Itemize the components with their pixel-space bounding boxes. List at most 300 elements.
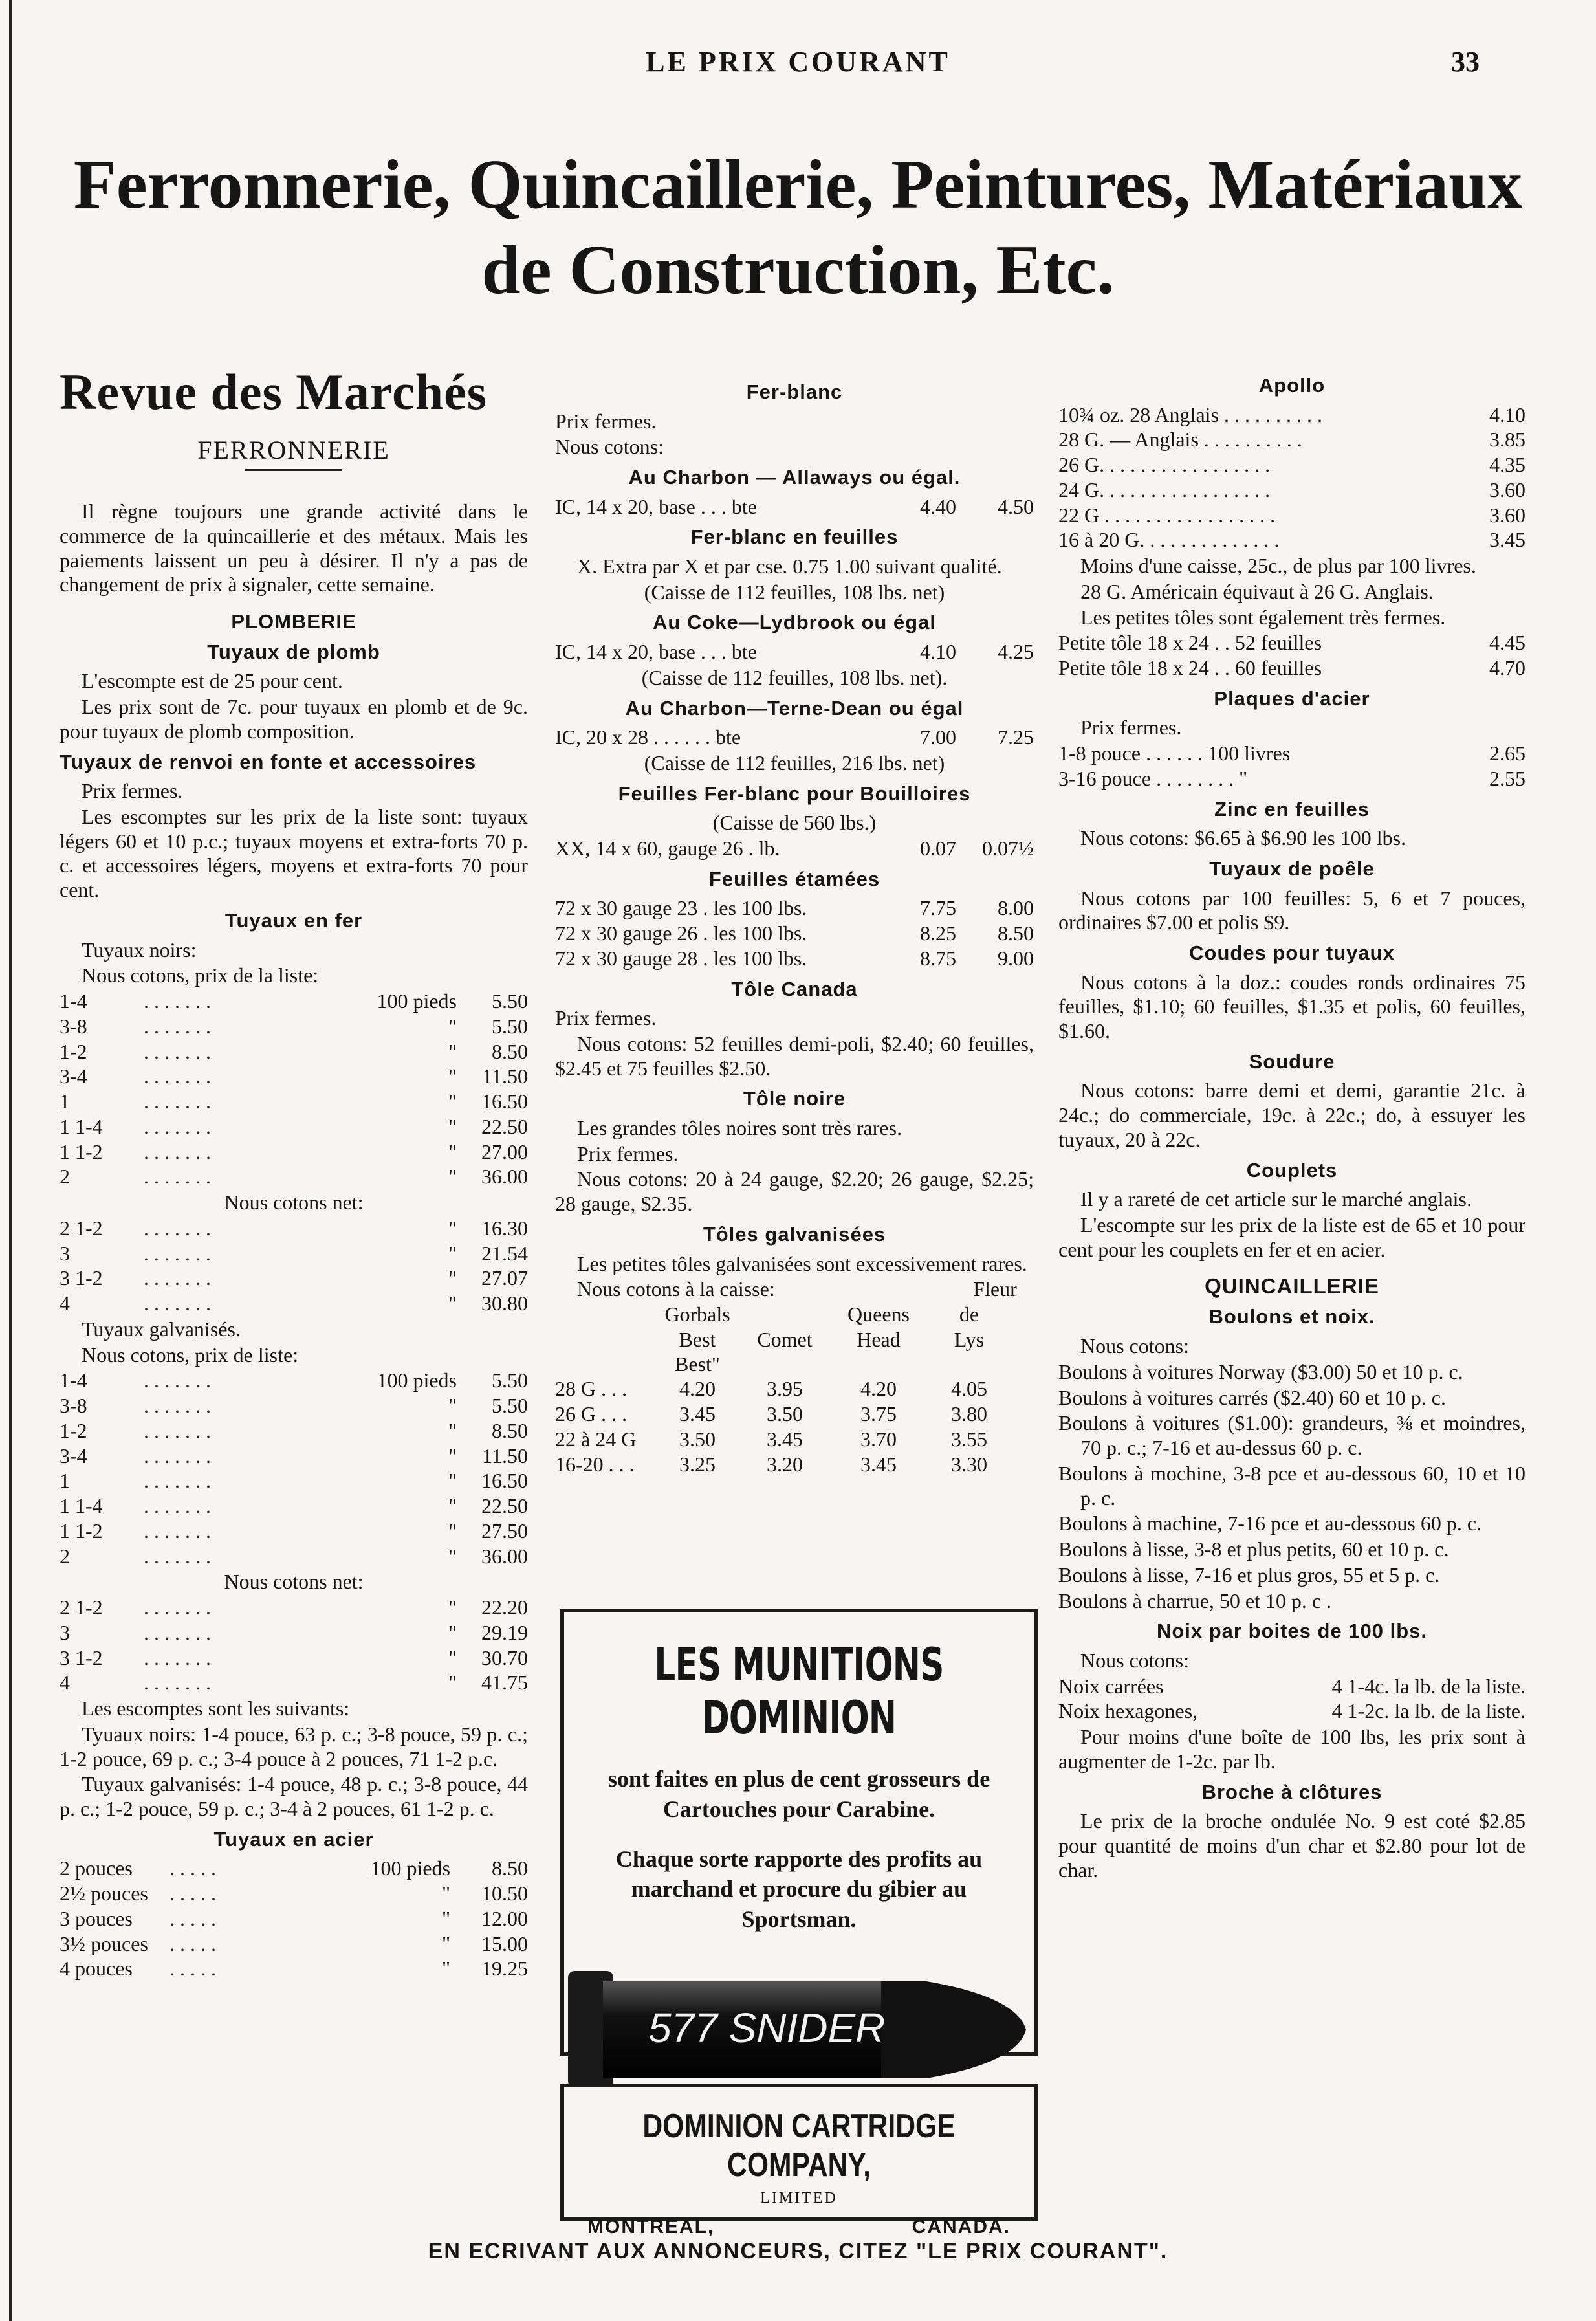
- company-name: DOMINION CARTRIDGE COMPANY,: [642, 2107, 956, 2184]
- price-row: [60, 1494, 528, 1519]
- price-row: [1058, 478, 1525, 503]
- paragraph: Pour moins d'une boîte de 100 lbs, les prix sont à augmenter de 1-2c. par lb.: [1058, 1725, 1525, 1773]
- pipe-size: 1: [60, 1469, 70, 1493]
- paragraph: (Caisse de 112 feuilles, 216 lbs. net): [644, 751, 945, 775]
- price-row: [1058, 528, 1525, 553]
- price-row: [555, 921, 1034, 946]
- pipe-size: 2 1-2: [60, 1596, 103, 1620]
- cartridge-label: 577 SNIDER: [648, 2004, 886, 2051]
- paragraph: (Caisse de 112 feuilles, 108 lbs. net): [644, 580, 945, 604]
- heading-quincaillerie: QUINCAILLERIE: [1205, 1273, 1379, 1298]
- steel-size: 3 pouces: [60, 1906, 133, 1930]
- table-cell: 4.20: [679, 1377, 716, 1401]
- ad-title: LES MUNITIONS DOMINION: [654, 1638, 944, 1744]
- pipe-price: 5.50: [492, 1014, 528, 1038]
- pipe-price: 27.00: [481, 1139, 528, 1163]
- pipe-price: 22.50: [481, 1114, 528, 1138]
- heading-tuyaux-fer: Tuyaux en fer: [224, 908, 363, 932]
- price-row: [60, 1140, 528, 1165]
- heading: Fer-blanc en feuilles: [690, 525, 899, 549]
- pipe-unit: ": [448, 1620, 457, 1644]
- price-row: [1058, 631, 1525, 655]
- price-row: [555, 1427, 1034, 1452]
- ad-text: sont faites en plus de cent grosseurs de Cartouches pour Carabine.: [607, 1766, 990, 1822]
- pipe-size: 3-8: [60, 1014, 87, 1038]
- row-label: 1-8 pouce . . . . . . 100 livres: [1058, 742, 1291, 765]
- heading-toles-galv: Tôles galvanisées: [703, 1222, 886, 1246]
- pipe-unit: ": [448, 1544, 457, 1568]
- paragraph: Les petites tôles galvanisées sont excessivement rares.: [577, 1251, 1027, 1275]
- pipe-price: 16.30: [481, 1216, 528, 1240]
- pipe-unit: 100 pieds: [377, 989, 457, 1013]
- paragraph: Nous cotons par 100 feuilles: 5, 6 et 7 pouces, ordinaires $7.00 et polis $9.: [1058, 886, 1525, 934]
- price-table-galv: [60, 1369, 528, 1568]
- leader-dots: . . . . .: [169, 1856, 216, 1880]
- price-row: [60, 1394, 528, 1418]
- row-price: 8.00: [998, 896, 1034, 920]
- pipe-size: 3-4: [60, 1064, 87, 1088]
- price-row: [60, 1469, 528, 1493]
- pipe-price: 27.50: [481, 1519, 528, 1543]
- list-item: Boulons à mochine, 3-8 pce et au-dessous 60, 10 et 10 p. c.: [1058, 1461, 1525, 1510]
- intro-paragraph: Il règne toujours une grande activité dans le commerce de la quincaillerie et des métaux. Mais les paiements laissent un peu à désirer. Il n'y a pas de changement de prix à signaler, cette semaine.: [60, 500, 528, 597]
- pipe-unit: ": [448, 1394, 457, 1418]
- table-cell: 3.95: [767, 1377, 803, 1401]
- heading-apollo: Apollo: [1258, 374, 1326, 397]
- footer-notice: EN ECRIVANT AUX ANNONCEURS, CITEZ "LE PRIX COURANT".: [428, 2239, 1168, 2263]
- row-price: 7.75: [920, 896, 956, 920]
- pipe-unit: ": [448, 1241, 457, 1265]
- pipe-unit: ": [448, 1064, 457, 1088]
- column-left: [60, 349, 528, 1982]
- price-row: [1058, 1675, 1525, 1699]
- heading-ferronnerie: FERRONNERIE: [197, 435, 390, 465]
- row-label: 72 x 30 gauge 28 . les 100 lbs.: [555, 946, 807, 970]
- cartridge-bullet: [881, 1981, 1026, 2078]
- column-right: [1058, 360, 1525, 1884]
- heading-couplets: Couplets: [1246, 1158, 1338, 1182]
- page-title-line1: Ferronnerie, Quincaillerie, Peintures, Matériaux: [73, 146, 1523, 223]
- list-item: Boulons à machine, 7-16 pce et au-dessous 60 p. c.: [1058, 1512, 1482, 1535]
- price-row: [1058, 656, 1525, 681]
- row-price: 8.50: [998, 921, 1034, 945]
- leader-dots: . . . . . . .: [144, 1469, 211, 1493]
- table-cell: 22 à 24 G: [555, 1427, 637, 1451]
- price-row: [60, 1090, 528, 1114]
- row-label: Noix carrées: [1058, 1674, 1164, 1698]
- table-cell: 3.45: [679, 1402, 716, 1426]
- pipe-price: 5.50: [492, 1369, 528, 1392]
- paragraph: (Caisse de 112 feuilles, 108 lbs. net).: [641, 665, 948, 689]
- row-label: Noix hexagones,: [1058, 1699, 1198, 1723]
- paragraph: Tyuaux noirs: 1-4 pouce, 63 p. c.; 3-8 pouce, 59 p. c.; 1-2 pouce, 69 p. c.; 3-4 pouce à 2 pouces, 71 1-2 p.c.: [60, 1722, 528, 1770]
- subheading: Tuyaux galvanisés.: [82, 1317, 241, 1341]
- ad-text: Chaque sorte rapporte des profits au marchand et procure du gibier au Sportsman.: [615, 1845, 983, 1933]
- heading: Feuilles Fer-blanc pour Bouilloires: [618, 782, 971, 805]
- pipe-size: 3: [60, 1241, 70, 1265]
- pipe-price: 36.00: [481, 1165, 528, 1189]
- steel-size: 2½ pouces: [60, 1882, 148, 1906]
- pipe-price: 16.50: [481, 1469, 528, 1493]
- leader-dots: . . . . . . .: [144, 1139, 211, 1163]
- leader-dots: . . . . . . .: [144, 1165, 211, 1189]
- price-row: [60, 1165, 528, 1189]
- pipe-size: 1 1-4: [60, 1494, 103, 1518]
- row-label: 24 G. . . . . . . . . . . . . . . . .: [1058, 478, 1271, 501]
- steel-price: 19.25: [481, 1957, 528, 1981]
- heading-boulons: Boulons et noix.: [1208, 1305, 1375, 1328]
- paragraph: Tuyaux galvanisés: 1-4 pouce, 48 p. c.; 3-8 pouce, 44 p. c.; 1-2 pouce, 59 p. c.; 3-4 à 2 pouces, 61 1-2 p. c.: [60, 1772, 528, 1821]
- company-limited: LIMITED: [760, 2190, 838, 2206]
- pipe-unit: ": [448, 1444, 457, 1468]
- leader-dots: . . . . . . .: [144, 1671, 211, 1695]
- pipe-size: 3: [60, 1620, 70, 1644]
- pipe-size: 4: [60, 1671, 70, 1695]
- list-item: Boulons à lisse, 7-16 et plus gros, 55 et 5 p. c.: [1058, 1563, 1440, 1587]
- pipe-unit: ": [448, 1494, 457, 1518]
- pipe-size: 4: [60, 1292, 70, 1315]
- price-row: [1058, 403, 1525, 428]
- price-table-etamees: [555, 896, 1034, 971]
- pipe-size: 1 1-2: [60, 1139, 103, 1163]
- table-cell: 3.80: [951, 1402, 987, 1426]
- price-row: [60, 1882, 528, 1906]
- row-price: 4.10: [1489, 402, 1525, 426]
- pipe-price: 22.20: [481, 1596, 528, 1620]
- page-edge-rule: [9, 0, 12, 2321]
- steel-size: 2 pouces: [60, 1856, 133, 1880]
- pipe-price: 36.00: [481, 1544, 528, 1568]
- leader-dots: . . . . . . .: [144, 989, 211, 1013]
- price-row: [60, 1545, 528, 1569]
- pipe-size: 1-4: [60, 1369, 87, 1392]
- subheading: Nous cotons net:: [224, 1191, 364, 1215]
- price-table-noix: [1058, 1675, 1525, 1724]
- paragraph: Prix fermes.: [1080, 716, 1182, 740]
- price-row: [555, 896, 1034, 921]
- list-item: Boulons à voitures Norway ($3.00) 50 et 10 p. c.: [1058, 1359, 1463, 1383]
- price-table-noirs-net: [60, 1216, 528, 1316]
- row-value: 4 1-2c. la lb. de la liste.: [1331, 1699, 1525, 1723]
- pipe-price: 8.50: [492, 1039, 528, 1063]
- pipe-price: 22.50: [481, 1494, 528, 1518]
- paragraph: Nous cotons: $6.65 à $6.90 les 100 lbs.: [1080, 826, 1406, 850]
- price-table-galv-net: [60, 1596, 528, 1695]
- price-row: [555, 1453, 1034, 1477]
- price-table-acier: [60, 1856, 528, 1981]
- pipe-unit: ": [448, 1014, 457, 1038]
- paragraph: Nous cotons:: [555, 435, 664, 459]
- paragraph: L'escompte sur les prix de la liste est de 65 et 10 pour cent pour les couplets en fer et en acier.: [1058, 1213, 1525, 1261]
- paragraph: L'escompte est de 25 pour cent.: [82, 669, 343, 693]
- price-table-toles-galv: [555, 1377, 1034, 1477]
- heading-noix: Noix par boites de 100 lbs.: [1156, 1620, 1428, 1643]
- heading: Au Coke—Lydbrook ou égal: [653, 611, 936, 634]
- table-cell: 3.75: [860, 1402, 897, 1426]
- leader-dots: . . . . . . .: [144, 1064, 211, 1088]
- price-row: [555, 1377, 1034, 1402]
- paragraph: Le prix de la broche ondulée No. 9 est coté $2.85 pour quantité de moins d'un char et $2.80 pour lot de char.: [1058, 1809, 1525, 1882]
- row-price: 9.00: [998, 946, 1034, 970]
- leader-dots: . . . . . . .: [144, 1039, 211, 1063]
- subheading: Tuyaux noirs:: [82, 938, 197, 962]
- pipe-size: 3 1-2: [60, 1266, 103, 1290]
- advertisement-company: [560, 2084, 1038, 2238]
- table-cell: 3.50: [679, 1427, 716, 1451]
- paragraph: Nous cotons:: [1080, 1334, 1189, 1358]
- paragraph: Nous cotons:: [1080, 1648, 1189, 1672]
- pipe-size: 3 1-2: [60, 1645, 103, 1669]
- pipe-price: 5.50: [492, 989, 528, 1013]
- pipe-unit: ": [448, 1139, 457, 1163]
- row-label: Petite tôle 18 x 24 . . 52 feuilles: [1058, 631, 1322, 655]
- heading-tole-noire: Tôle noire: [743, 1087, 846, 1110]
- table-cell: 3.20: [767, 1452, 803, 1476]
- table-cell: 4.05: [951, 1377, 987, 1401]
- steel-price: 8.50: [492, 1856, 528, 1880]
- price-row: [1058, 767, 1525, 791]
- price-row: [60, 1519, 528, 1544]
- pipe-unit: ": [448, 1039, 457, 1063]
- price-row: [60, 1856, 528, 1881]
- company-city: MONTREAL,: [587, 2216, 715, 2238]
- price-row: IC, 14 x 20, base . . . bte 4.10 4.25: [555, 640, 1034, 664]
- pipe-size: 1-2: [60, 1039, 87, 1063]
- price-row: [60, 1015, 528, 1039]
- advertisement-dominion: [560, 1609, 1038, 2056]
- price-row: XX, 14 x 60, gauge 26 . lb. 0.07 0.07½: [555, 836, 1034, 860]
- price-row: [555, 947, 1034, 971]
- pipe-size: 1-2: [60, 1418, 87, 1442]
- leader-dots: . . . . . . .: [144, 1444, 211, 1468]
- table-cell: 26 G . . .: [555, 1402, 628, 1426]
- steel-price: 12.00: [481, 1906, 528, 1930]
- column-middle: [555, 349, 1034, 1477]
- paragraph: Prix fermes.: [577, 1141, 679, 1165]
- row-price: 3.60: [1489, 503, 1525, 527]
- price-row: [60, 1596, 528, 1620]
- list-item: Boulons à charrue, 50 et 10 p. c .: [1058, 1589, 1332, 1612]
- leader-dots: . . . . . . .: [144, 1369, 211, 1392]
- leader-dots: . . . . . . .: [144, 1596, 211, 1620]
- price-table-plaques: [1058, 742, 1525, 791]
- running-head: LE PRIX COURANT: [646, 46, 950, 78]
- leader-dots: . . . . .: [169, 1931, 216, 1955]
- leader-dots: . . . . .: [169, 1957, 216, 1981]
- table-cell: 28 G . . .: [555, 1377, 628, 1401]
- table-cell: 4.20: [860, 1377, 897, 1401]
- steel-qty: ": [441, 1906, 450, 1930]
- row-value: 4 1-4c. la lb. de la liste.: [1331, 1674, 1525, 1698]
- paragraph: Moins d'une caisse, 25c., de plus par 100 livres.: [1080, 554, 1476, 578]
- heading-renvoi: Tuyaux de renvoi en fonte et accessoires: [60, 750, 477, 773]
- pipe-unit: ": [448, 1292, 457, 1315]
- heading-fer-blanc: Fer-blanc: [746, 380, 843, 403]
- price-row: IC, 14 x 20, base . . . bte 4.40 4.50: [555, 494, 1034, 518]
- pipe-size: 3-4: [60, 1444, 87, 1468]
- leader-dots: . . . . . . .: [144, 1394, 211, 1418]
- divider: [245, 469, 342, 471]
- pipe-unit: ": [448, 1645, 457, 1669]
- page-number: 33: [1451, 46, 1480, 78]
- steel-price: 15.00: [481, 1931, 528, 1955]
- steel-qty: 100 pieds: [370, 1856, 450, 1880]
- pipe-size: 3-8: [60, 1394, 87, 1418]
- price-row: [1058, 503, 1525, 528]
- price-row: [60, 1646, 528, 1671]
- row-price: 4.70: [1489, 656, 1525, 680]
- heading-tuyaux-plomb: Tuyaux de plomb: [207, 640, 380, 663]
- pipe-unit: ": [448, 1519, 457, 1543]
- paragraph: Les grandes tôles noires sont très rares.: [577, 1116, 902, 1139]
- pipe-price: 27.07: [481, 1266, 528, 1290]
- leader-dots: . . . . . . .: [144, 1292, 211, 1315]
- heading-plaques: Plaques d'acier: [1214, 687, 1370, 710]
- price-row: [60, 1040, 528, 1064]
- heading-soudure: Soudure: [1249, 1050, 1335, 1073]
- price-row: [60, 989, 528, 1014]
- row-price: 2.65: [1489, 742, 1525, 765]
- list-item: Boulons à voitures ($1.00): grandeurs, ⅜ et moindres, 70 p. c.; 7-16 et au-dessus 60 p. c.: [1058, 1411, 1525, 1460]
- table-cell: 3.50: [767, 1402, 803, 1426]
- list-boulons: [1058, 1360, 1525, 1614]
- heading-tole-canada: Tôle Canada: [731, 977, 858, 1000]
- leader-dots: . . . . . . .: [144, 1645, 211, 1669]
- row-label: Petite tôle 18 x 24 . . 60 feuilles: [1058, 656, 1322, 680]
- leader-dots: . . . . . . .: [144, 1620, 211, 1644]
- price-row: [60, 1369, 528, 1393]
- leader-dots: . . . . .: [169, 1882, 216, 1906]
- pipe-price: 16.50: [481, 1090, 528, 1114]
- heading-plomberie: PLOMBERIE: [231, 610, 356, 633]
- paragraph: Les petites tôles sont également très fermes.: [1080, 605, 1446, 629]
- pipe-price: 21.54: [481, 1241, 528, 1265]
- list-item: Boulons à voitures carrés ($2.40) 60 et 10 p. c.: [1058, 1385, 1446, 1409]
- price-row: [60, 1957, 528, 1981]
- pipe-unit: ": [448, 1596, 457, 1620]
- price-row: [60, 1266, 528, 1291]
- row-label: 72 x 30 gauge 26 . les 100 lbs.: [555, 921, 807, 945]
- steel-size: 4 pouces: [60, 1957, 133, 1981]
- paragraph: Il y a rareté de cet article sur le marché anglais.: [1080, 1187, 1472, 1211]
- pipe-price: 41.75: [481, 1671, 528, 1695]
- pipe-unit: ": [448, 1114, 457, 1138]
- pipe-size: 1-4: [60, 989, 87, 1013]
- price-table-petite-tole: [1058, 631, 1525, 681]
- price-row: [555, 1402, 1034, 1427]
- steel-qty: ": [441, 1931, 450, 1955]
- pipe-unit: ": [448, 1090, 457, 1114]
- price-row: [60, 1292, 528, 1316]
- paragraph: X. Extra par X et par cse. 0.75 1.00 suivant qualité.: [577, 554, 1002, 578]
- pipe-price: 29.19: [481, 1620, 528, 1644]
- table-cell: 3.70: [860, 1427, 897, 1451]
- pipe-unit: 100 pieds: [377, 1369, 457, 1392]
- row-label: 3-16 pouce . . . . . . . . ": [1058, 766, 1248, 790]
- heading-zinc: Zinc en feuilles: [1214, 797, 1370, 820]
- row-price: 8.25: [920, 921, 956, 945]
- pipe-price: 8.50: [492, 1418, 528, 1442]
- steel-qty: ": [441, 1882, 450, 1906]
- leader-dots: . . . . . . .: [144, 1241, 211, 1265]
- price-row: [1058, 428, 1525, 452]
- price-row: [60, 1115, 528, 1139]
- heading-poele: Tuyaux de poêle: [1209, 857, 1375, 880]
- row-price: 4.35: [1489, 453, 1525, 477]
- table-cell: 16-20 . . .: [555, 1452, 635, 1476]
- galv-header: Nous cotons à la caisse: Fleur: [577, 1277, 1017, 1301]
- leader-dots: . . . . . . .: [144, 1519, 211, 1543]
- paragraph: Les escomptes sont les suivants:: [82, 1697, 350, 1721]
- pipe-size: 1: [60, 1090, 70, 1114]
- row-price: 3.45: [1489, 528, 1525, 552]
- pipe-unit: ": [448, 1216, 457, 1240]
- row-price: 8.75: [920, 946, 956, 970]
- steel-size: 3½ pouces: [60, 1931, 148, 1955]
- pipe-size: 2: [60, 1544, 70, 1568]
- heading-coudes: Coudes pour tuyaux: [1189, 941, 1395, 965]
- paragraph: (Caisse de 560 lbs.): [712, 811, 877, 835]
- steel-price: 10.50: [481, 1882, 528, 1906]
- price-row: [1058, 742, 1525, 766]
- pipe-size: 1 1-4: [60, 1114, 103, 1138]
- heading-etamees: Feuilles étamées: [708, 867, 880, 890]
- row-label: 28 G. — Anglais . . . . . . . . . .: [1058, 428, 1302, 452]
- price-row: [60, 1621, 528, 1645]
- table-cell: 3.45: [860, 1452, 897, 1476]
- table-cell: 3.45: [767, 1427, 803, 1451]
- galv-header: Gorbals Queens de: [664, 1303, 979, 1326]
- price-row: [60, 1932, 528, 1957]
- heading: Au Charbon — Allaways ou égal.: [628, 466, 961, 489]
- row-label: 72 x 30 gauge 23 . les 100 lbs.: [555, 896, 807, 920]
- pipe-price: 30.80: [481, 1292, 528, 1315]
- price-row: [60, 1907, 528, 1931]
- pipe-unit: ": [448, 1418, 457, 1442]
- table-cell: 3.25: [679, 1452, 716, 1476]
- paragraph: Les escomptes sur les prix de la liste sont: tuyaux légers 60 et 10 p.c.; tuyaux moyens et extra-forts 70 p. c. et accessoires légers, moyens et extra-forts 70 pour cent.: [60, 804, 528, 902]
- company-country: CANADA.: [912, 2216, 1011, 2238]
- pipe-size: 2: [60, 1165, 70, 1189]
- price-row: [60, 1444, 528, 1469]
- pipe-size: 1 1-2: [60, 1519, 103, 1543]
- row-label: 16 à 20 G. . . . . . . . . . . . . .: [1058, 528, 1280, 552]
- steel-qty: ": [441, 1957, 450, 1981]
- leader-dots: . . . . . . .: [144, 1266, 211, 1290]
- paragraph: Nous cotons à la doz.: coudes ronds ordinaires 75 feuilles, $1.10; 60 feuilles, $1.35 et polis, 60 feuilles, $1.60.: [1058, 970, 1525, 1043]
- leader-dots: . . . . .: [169, 1906, 216, 1930]
- price-table-noirs: [60, 989, 528, 1189]
- leader-dots: . . . . . . .: [144, 1090, 211, 1114]
- pipe-unit: ": [448, 1266, 457, 1290]
- pipe-size: 2 1-2: [60, 1216, 103, 1240]
- heading-tuyaux-acier: Tuyaux en acier: [213, 1827, 374, 1851]
- leader-dots: . . . . . . .: [144, 1014, 211, 1038]
- leader-dots: . . . . . . .: [144, 1544, 211, 1568]
- paragraph: Les prix sont de 7c. pour tuyaux en plomb et de 9c. pour tuyaux de plomb composition.: [60, 695, 528, 743]
- pipe-unit: ": [448, 1671, 457, 1695]
- subheading: Nous cotons net:: [224, 1570, 364, 1594]
- subheading: Nous cotons, prix de liste:: [82, 1343, 299, 1367]
- page-title-line2: de Construction, Etc.: [481, 232, 1115, 309]
- price-table-apollo: [1058, 403, 1525, 553]
- row-label: 26 G. . . . . . . . . . . . . . . . .: [1058, 453, 1271, 477]
- row-price: 3.60: [1489, 478, 1525, 501]
- price-row: [60, 1419, 528, 1444]
- paragraph: Prix fermes.: [555, 1006, 657, 1030]
- paragraph: 28 G. Américain équivaut à 26 G. Anglais.: [1080, 579, 1434, 603]
- paragraph: Prix fermes.: [555, 409, 657, 433]
